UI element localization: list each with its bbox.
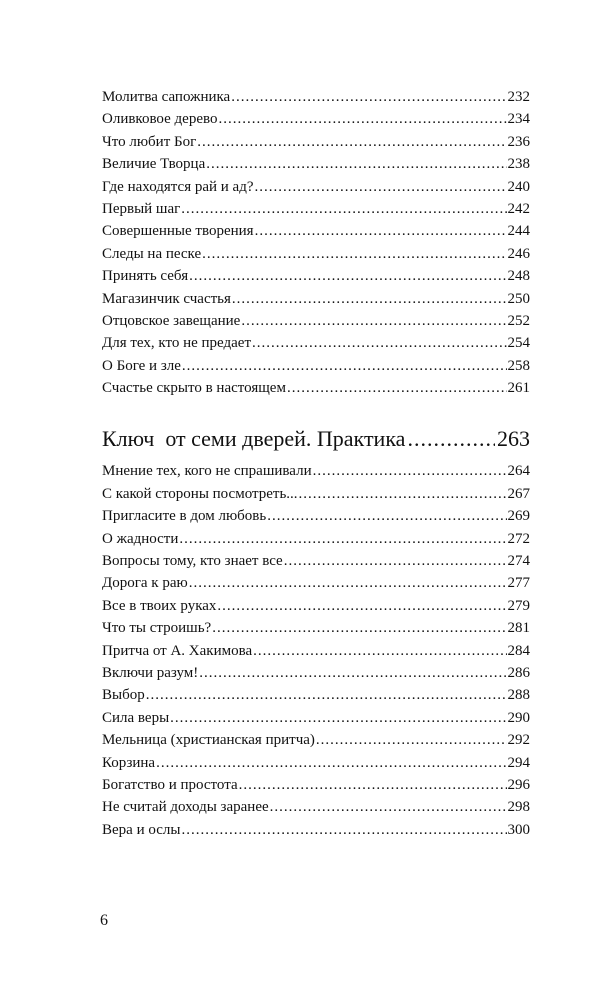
toc-entry[interactable] bbox=[102, 377, 530, 399]
toc-entry[interactable] bbox=[102, 176, 530, 198]
dot-leader bbox=[189, 572, 507, 594]
toc-entry[interactable] bbox=[102, 198, 530, 220]
toc-entry-title: Не считай доходы заранее bbox=[102, 799, 269, 816]
toc-entry-page: 236 bbox=[507, 133, 530, 150]
dot-leader bbox=[316, 729, 507, 751]
toc-entry-page: 292 bbox=[507, 732, 530, 749]
dot-leader bbox=[217, 595, 506, 617]
dot-leader bbox=[267, 505, 506, 527]
toc-entry[interactable] bbox=[102, 288, 530, 310]
toc-entry-page: 267 bbox=[507, 485, 530, 502]
toc-entry[interactable] bbox=[102, 483, 530, 505]
toc-entry-page: 238 bbox=[507, 156, 530, 173]
toc-entry-title: О Боге и зле bbox=[102, 357, 181, 374]
toc-entry[interactable] bbox=[102, 662, 530, 684]
toc-entry-title: С какой стороны посмотреть... bbox=[102, 485, 298, 502]
toc-entry-title: Все в твоих руках bbox=[102, 597, 217, 614]
toc-entry-title: Магазинчик счастья bbox=[102, 290, 231, 307]
toc-entry[interactable] bbox=[102, 774, 530, 796]
page-number: 6 bbox=[100, 912, 108, 929]
toc-entry-title: Счастье скрыто в настоящем bbox=[102, 380, 286, 397]
toc-entry-page: 296 bbox=[507, 776, 530, 793]
dot-leader bbox=[407, 420, 495, 458]
toc-entry[interactable] bbox=[102, 819, 530, 841]
toc-entry-title: Что любит Бог bbox=[102, 133, 197, 150]
toc-entry-page: 279 bbox=[507, 597, 530, 614]
toc-entry-page: 298 bbox=[507, 799, 530, 816]
dot-leader bbox=[231, 86, 506, 108]
toc-entry-page: 274 bbox=[507, 553, 530, 570]
dot-leader bbox=[313, 460, 507, 482]
dot-leader bbox=[270, 796, 507, 818]
toc-entry-title: Оливковое дерево bbox=[102, 111, 218, 128]
toc-entry-page: 264 bbox=[507, 463, 530, 480]
dot-leader bbox=[179, 528, 506, 550]
dot-leader bbox=[189, 265, 506, 287]
section-page-number: 263 bbox=[497, 426, 530, 452]
toc-entry-page: 288 bbox=[507, 687, 530, 704]
toc-entry-page: 254 bbox=[507, 335, 530, 352]
toc-entry-page: 261 bbox=[507, 380, 530, 397]
toc-entry-title: Дорога к раю bbox=[102, 575, 188, 592]
dot-leader bbox=[206, 153, 506, 175]
toc-entry[interactable] bbox=[102, 355, 530, 377]
toc-entry[interactable] bbox=[102, 86, 530, 108]
toc-entry-title: Для тех, кто не предает bbox=[102, 335, 252, 352]
toc-entry-title: Включи разум! bbox=[102, 664, 199, 681]
toc-entry-title: Что ты строишь? bbox=[102, 620, 212, 637]
toc-entry[interactable] bbox=[102, 796, 530, 818]
toc-entry-page: 258 bbox=[507, 357, 530, 374]
dot-leader bbox=[181, 198, 506, 220]
toc-entry-page: 252 bbox=[507, 312, 530, 329]
toc-entry-page: 284 bbox=[507, 642, 530, 659]
dot-leader bbox=[218, 108, 506, 130]
toc-entry[interactable] bbox=[102, 332, 530, 354]
dot-leader bbox=[156, 752, 506, 774]
toc-part-1 bbox=[102, 86, 530, 399]
toc-entry-page: 234 bbox=[507, 111, 530, 128]
toc-entry-title: Мельница (христианская притча) bbox=[102, 732, 315, 749]
toc-entry-title: Совершенные творения bbox=[102, 223, 254, 240]
toc-entry-page: 269 bbox=[507, 508, 530, 525]
toc-entry[interactable] bbox=[102, 131, 530, 153]
table-of-contents bbox=[102, 86, 530, 841]
toc-entry-title: Корзина bbox=[102, 754, 156, 771]
toc-entry[interactable] bbox=[102, 220, 530, 242]
dot-leader bbox=[170, 707, 506, 729]
toc-entry[interactable] bbox=[102, 684, 530, 706]
toc-entry-title: Отцовское завещание bbox=[102, 312, 241, 329]
toc-entry-title: О жадности bbox=[102, 530, 179, 547]
dot-leader bbox=[239, 774, 507, 796]
dot-leader bbox=[255, 220, 507, 242]
section-title: Ключ от семи дверей. Практика bbox=[102, 426, 406, 452]
toc-entry-page: 232 bbox=[507, 89, 530, 105]
toc-entry-page: 250 bbox=[507, 290, 530, 307]
toc-entry-title: Сила веры bbox=[102, 709, 170, 726]
toc-entry-title: Притча от А. Хакимова bbox=[102, 642, 253, 659]
toc-entry[interactable] bbox=[102, 617, 530, 639]
toc-entry-page: 242 bbox=[507, 200, 530, 217]
dot-leader bbox=[199, 662, 506, 684]
toc-entry-title: Мнение тех, кого не спрашивали bbox=[102, 463, 312, 480]
toc-entry-title: Первый шаг bbox=[102, 200, 181, 217]
dot-leader bbox=[197, 131, 506, 153]
toc-entry[interactable] bbox=[102, 528, 530, 550]
toc-entry[interactable] bbox=[102, 265, 530, 287]
toc-entry-title: Вера и ослы bbox=[102, 821, 181, 838]
toc-entry-page: 281 bbox=[507, 620, 530, 637]
toc-entry-title: Принять себя bbox=[102, 268, 189, 285]
dot-leader bbox=[212, 617, 506, 639]
toc-entry[interactable] bbox=[102, 707, 530, 729]
dot-leader bbox=[182, 355, 507, 377]
dot-leader bbox=[253, 640, 506, 662]
toc-entry[interactable] bbox=[102, 243, 530, 265]
dot-leader bbox=[299, 483, 507, 505]
toc-entry-page: 294 bbox=[507, 754, 530, 771]
toc-entry[interactable] bbox=[102, 640, 530, 662]
dot-leader bbox=[202, 243, 506, 265]
toc-entry-title: Следы на песке bbox=[102, 245, 202, 262]
toc-entry[interactable] bbox=[102, 729, 530, 751]
dot-leader bbox=[284, 550, 507, 572]
toc-entry-page: 277 bbox=[507, 575, 530, 592]
toc-entry-page: 240 bbox=[507, 178, 530, 195]
toc-part-2 bbox=[102, 460, 530, 841]
toc-entry-page: 248 bbox=[507, 268, 530, 285]
dot-leader bbox=[287, 377, 507, 399]
toc-entry[interactable] bbox=[102, 572, 530, 594]
toc-entry[interactable] bbox=[102, 505, 530, 527]
toc-entry-page: 286 bbox=[507, 664, 530, 681]
section-heading[interactable] bbox=[102, 420, 530, 458]
toc-entry-title: Богатство и простота bbox=[102, 776, 238, 793]
dot-leader bbox=[252, 332, 506, 354]
toc-entry-page: 272 bbox=[507, 530, 530, 547]
toc-entry-title: Молитва сапожника bbox=[102, 89, 231, 105]
toc-entry[interactable] bbox=[102, 310, 530, 332]
dot-leader bbox=[146, 684, 507, 706]
toc-entry[interactable] bbox=[102, 153, 530, 175]
toc-entry-title: Величие Творца bbox=[102, 156, 206, 173]
toc-entry-page: 244 bbox=[507, 223, 530, 240]
toc-entry[interactable] bbox=[102, 460, 530, 482]
toc-entry-title: Где находятся рай и ад? bbox=[102, 178, 254, 195]
toc-entry[interactable] bbox=[102, 752, 530, 774]
toc-entry[interactable] bbox=[102, 550, 530, 572]
toc-entry-title: Пригласите в дом любовь bbox=[102, 508, 267, 525]
toc-entry-title: Выбор bbox=[102, 687, 145, 704]
dot-leader bbox=[232, 288, 507, 310]
toc-entry-title: Вопросы тому, кто знает все bbox=[102, 553, 283, 570]
dot-leader bbox=[255, 176, 507, 198]
toc-entry-page: 246 bbox=[507, 245, 530, 262]
toc-entry[interactable] bbox=[102, 595, 530, 617]
dot-leader bbox=[181, 819, 506, 841]
toc-entry-page: 290 bbox=[507, 709, 530, 726]
toc-entry[interactable] bbox=[102, 108, 530, 130]
toc-entry-page: 300 bbox=[507, 821, 530, 838]
dot-leader bbox=[241, 310, 506, 332]
